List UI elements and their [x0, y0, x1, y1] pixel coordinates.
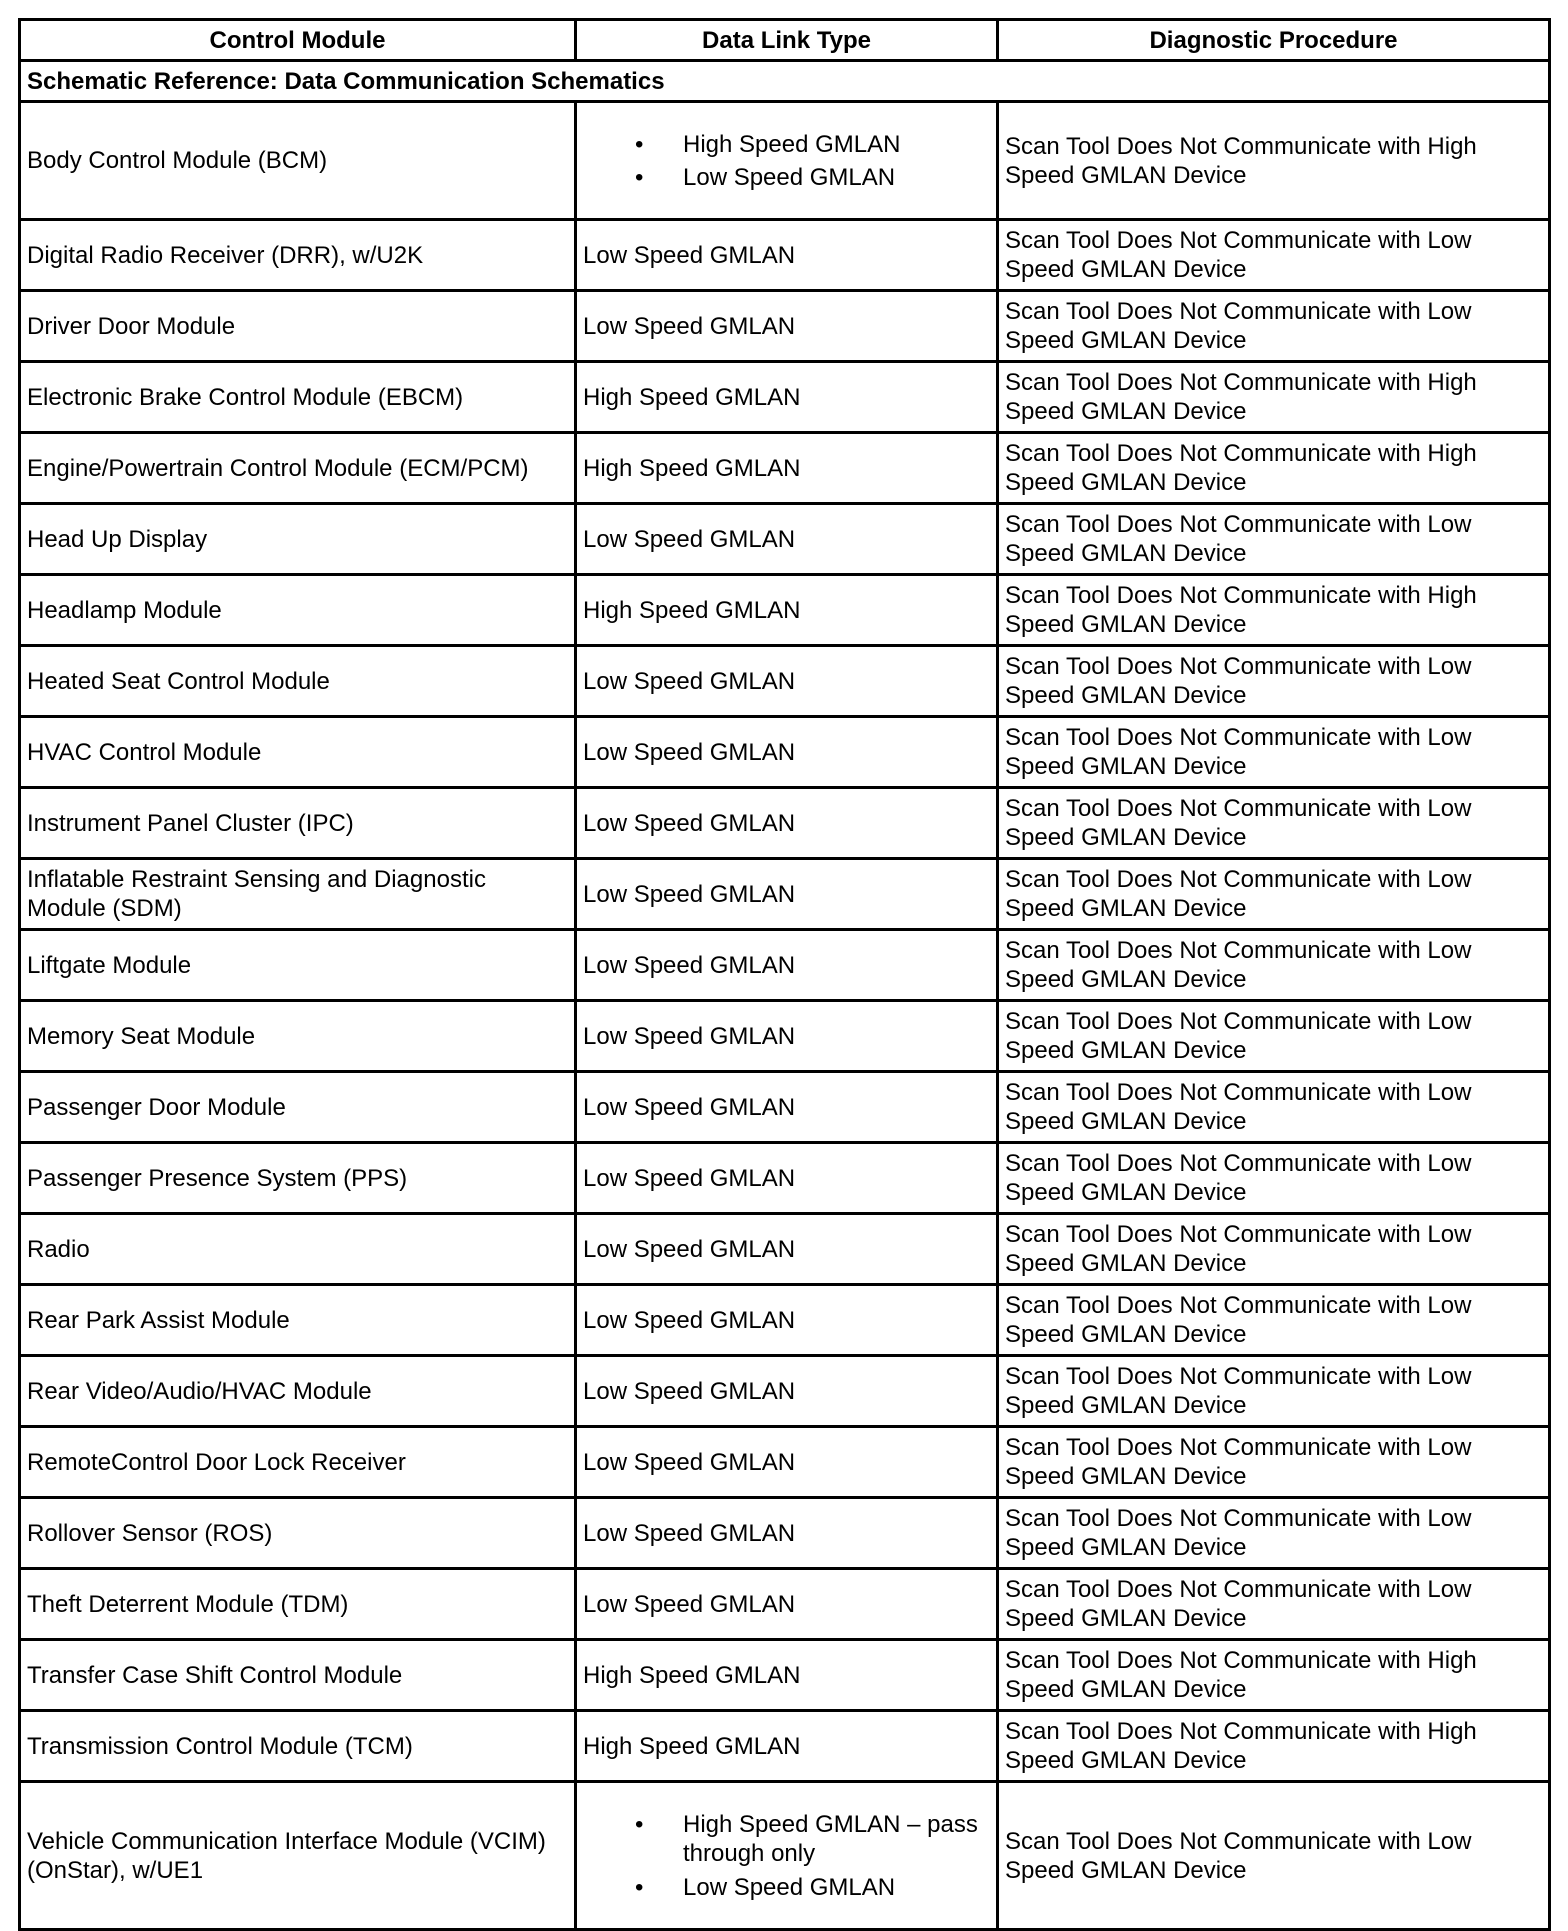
module-cell: Passenger Presence System (PPS) — [20, 1143, 576, 1214]
table-row — [20, 433, 1550, 504]
table-row — [20, 1569, 1550, 1640]
link-cell — [576, 102, 998, 220]
procedure-cell: Scan Tool Does Not Communicate with Low Speed GMLAN Device — [998, 1782, 1550, 1930]
table-row — [20, 1498, 1550, 1569]
table-row — [20, 717, 1550, 788]
module-cell: Radio — [20, 1214, 576, 1285]
procedure-cell: Scan Tool Does Not Communicate with Low Speed GMLAN Device — [998, 220, 1550, 291]
table-row — [20, 1072, 1550, 1143]
table-row — [20, 1356, 1550, 1427]
module-cell: Transfer Case Shift Control Module — [20, 1640, 576, 1711]
procedure-cell: Scan Tool Does Not Communicate with Low Speed GMLAN Device — [998, 1285, 1550, 1356]
table-row — [20, 1214, 1550, 1285]
link-cell: Low Speed GMLAN — [576, 788, 998, 859]
data-link-table-container — [18, 18, 1548, 1931]
procedure-cell: Scan Tool Does Not Communicate with Low Speed GMLAN Device — [998, 1143, 1550, 1214]
module-cell: Digital Radio Receiver (DRR), w/U2K — [20, 220, 576, 291]
header-data-link-type: Data Link Type — [576, 20, 998, 61]
procedure-cell: Scan Tool Does Not Communicate with High Speed GMLAN Device — [998, 433, 1550, 504]
module-cell: Instrument Panel Cluster (IPC) — [20, 788, 576, 859]
table-row — [20, 504, 1550, 575]
link-cell: Low Speed GMLAN — [576, 646, 998, 717]
procedure-cell: Scan Tool Does Not Communicate with Low Speed GMLAN Device — [998, 646, 1550, 717]
module-cell: Liftgate Module — [20, 930, 576, 1001]
table-row — [20, 362, 1550, 433]
procedure-cell: Scan Tool Does Not Communicate with Low Speed GMLAN Device — [998, 859, 1550, 930]
module-cell: Theft Deterrent Module (TDM) — [20, 1569, 576, 1640]
data-link-table — [18, 18, 1551, 1931]
procedure-cell: Scan Tool Does Not Communicate with Low Speed GMLAN Device — [998, 1569, 1550, 1640]
table-row — [20, 646, 1550, 717]
module-cell: Electronic Brake Control Module (EBCM) — [20, 362, 576, 433]
module-cell: Headlamp Module — [20, 575, 576, 646]
procedure-cell: Scan Tool Does Not Communicate with Low Speed GMLAN Device — [998, 930, 1550, 1001]
table-row — [20, 575, 1550, 646]
table-row — [20, 102, 1550, 220]
module-cell: Heated Seat Control Module — [20, 646, 576, 717]
schematic-reference: Schematic Reference: Data Communication Schematics — [20, 61, 1550, 102]
module-cell: Body Control Module (BCM) — [20, 102, 576, 220]
procedure-cell: Scan Tool Does Not Communicate with Low Speed GMLAN Device — [998, 504, 1550, 575]
link-cell: Low Speed GMLAN — [576, 1427, 998, 1498]
list-item: • Low Speed GMLAN — [583, 1873, 990, 1902]
list-item: • High Speed GMLAN — [583, 128, 990, 161]
link-cell: Low Speed GMLAN — [576, 1569, 998, 1640]
procedure-cell: Scan Tool Does Not Communicate with High Speed GMLAN Device — [998, 1640, 1550, 1711]
link-cell: Low Speed GMLAN — [576, 1001, 998, 1072]
module-cell: Engine/Powertrain Control Module (ECM/PCM) — [20, 433, 576, 504]
link-cell: Low Speed GMLAN — [576, 1498, 998, 1569]
module-cell: Passenger Door Module — [20, 1072, 576, 1143]
module-cell: Memory Seat Module — [20, 1001, 576, 1072]
procedure-cell: Scan Tool Does Not Communicate with Low Speed GMLAN Device — [998, 1356, 1550, 1427]
table-row — [20, 220, 1550, 291]
table-row — [20, 1001, 1550, 1072]
module-cell: HVAC Control Module — [20, 717, 576, 788]
module-cell: Vehicle Communication Interface Module (VCIM) (OnStar), w/UE1 — [20, 1782, 576, 1930]
link-cell: Low Speed GMLAN — [576, 1356, 998, 1427]
link-list — [583, 1810, 990, 1902]
list-item: • High Speed GMLAN – pass through only — [583, 1810, 990, 1868]
link-list — [583, 128, 990, 194]
table-row — [20, 1285, 1550, 1356]
section-row — [20, 61, 1550, 102]
module-cell: Transmission Control Module (TCM) — [20, 1711, 576, 1782]
procedure-cell: Scan Tool Does Not Communicate with Low Speed GMLAN Device — [998, 291, 1550, 362]
procedure-cell: Scan Tool Does Not Communicate with Low Speed GMLAN Device — [998, 717, 1550, 788]
procedure-cell: Scan Tool Does Not Communicate with Low Speed GMLAN Device — [998, 1072, 1550, 1143]
header-diagnostic-procedure: Diagnostic Procedure — [998, 20, 1550, 61]
link-cell: Low Speed GMLAN — [576, 504, 998, 575]
module-cell: Inflatable Restraint Sensing and Diagnostic Module (SDM) — [20, 859, 576, 930]
procedure-cell: Scan Tool Does Not Communicate with Low Speed GMLAN Device — [998, 1001, 1550, 1072]
module-cell: RemoteControl Door Lock Receiver — [20, 1427, 576, 1498]
link-cell: Low Speed GMLAN — [576, 220, 998, 291]
table-row — [20, 859, 1550, 930]
link-cell: Low Speed GMLAN — [576, 717, 998, 788]
procedure-cell: Scan Tool Does Not Communicate with Low Speed GMLAN Device — [998, 1427, 1550, 1498]
procedure-cell: Scan Tool Does Not Communicate with High Speed GMLAN Device — [998, 1711, 1550, 1782]
table-row — [20, 1640, 1550, 1711]
link-cell: High Speed GMLAN — [576, 1640, 998, 1711]
link-cell — [576, 1782, 998, 1930]
link-cell: High Speed GMLAN — [576, 1711, 998, 1782]
module-cell: Rear Video/Audio/HVAC Module — [20, 1356, 576, 1427]
table-row — [20, 788, 1550, 859]
link-cell: Low Speed GMLAN — [576, 1143, 998, 1214]
link-cell: Low Speed GMLAN — [576, 1214, 998, 1285]
procedure-cell: Scan Tool Does Not Communicate with Low Speed GMLAN Device — [998, 1498, 1550, 1569]
module-cell: Driver Door Module — [20, 291, 576, 362]
list-item: • Low Speed GMLAN — [583, 161, 990, 194]
table-row — [20, 1143, 1550, 1214]
table-row — [20, 291, 1550, 362]
link-cell: Low Speed GMLAN — [576, 859, 998, 930]
link-cell: High Speed GMLAN — [576, 575, 998, 646]
table-header-row — [20, 20, 1550, 61]
procedure-cell: Scan Tool Does Not Communicate with High Speed GMLAN Device — [998, 575, 1550, 646]
table-row — [20, 930, 1550, 1001]
link-cell: High Speed GMLAN — [576, 433, 998, 504]
module-cell: Head Up Display — [20, 504, 576, 575]
procedure-cell: Scan Tool Does Not Communicate with Low Speed GMLAN Device — [998, 788, 1550, 859]
link-cell: Low Speed GMLAN — [576, 1285, 998, 1356]
link-cell: Low Speed GMLAN — [576, 291, 998, 362]
table-row — [20, 1711, 1550, 1782]
procedure-cell: Scan Tool Does Not Communicate with High Speed GMLAN Device — [998, 102, 1550, 220]
header-control-module: Control Module — [20, 20, 576, 61]
link-cell: High Speed GMLAN — [576, 362, 998, 433]
link-cell: Low Speed GMLAN — [576, 1072, 998, 1143]
procedure-cell: Scan Tool Does Not Communicate with High Speed GMLAN Device — [998, 362, 1550, 433]
table-row — [20, 1782, 1550, 1930]
procedure-cell: Scan Tool Does Not Communicate with Low Speed GMLAN Device — [998, 1214, 1550, 1285]
module-cell: Rear Park Assist Module — [20, 1285, 576, 1356]
table-row — [20, 1427, 1550, 1498]
module-cell: Rollover Sensor (ROS) — [20, 1498, 576, 1569]
link-cell: Low Speed GMLAN — [576, 930, 998, 1001]
